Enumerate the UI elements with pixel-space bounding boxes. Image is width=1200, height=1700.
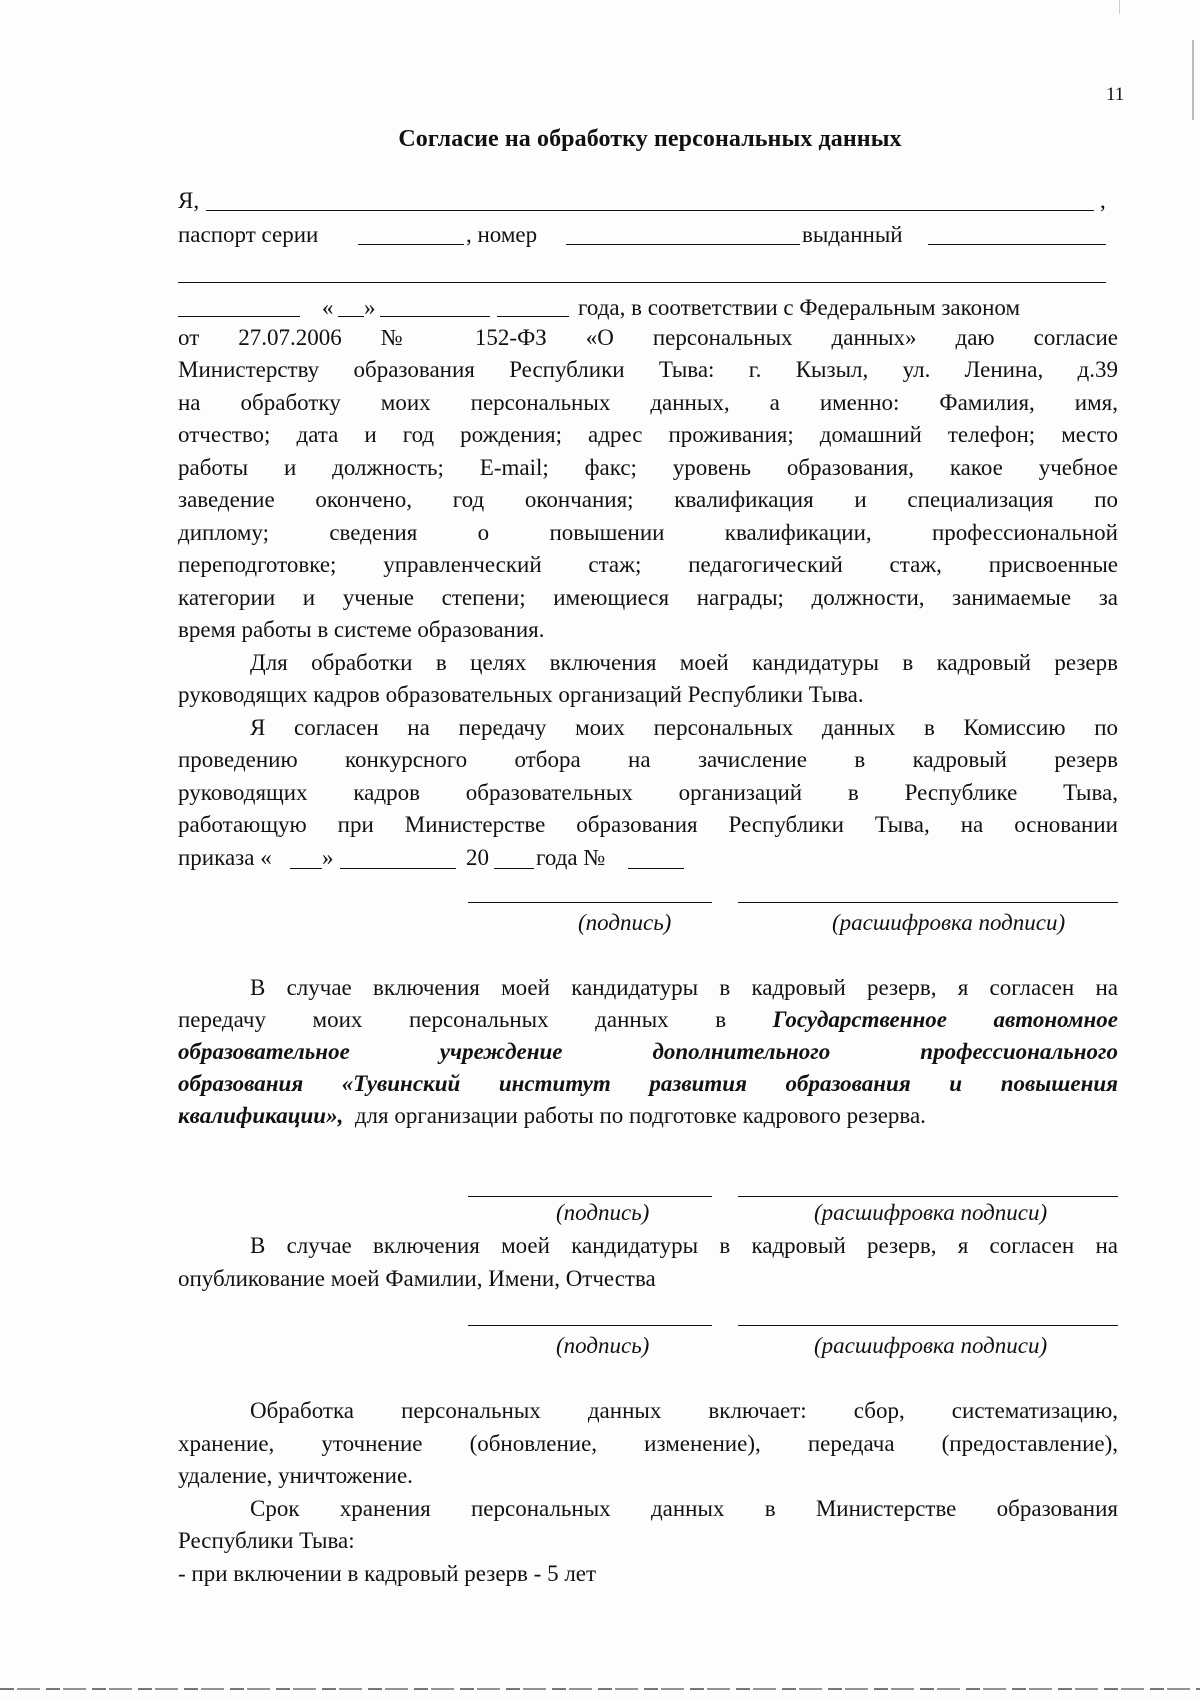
issue-day-field[interactable] [338, 316, 364, 317]
issued-label: выданный [802, 222, 903, 247]
passport-number-field[interactable] [566, 244, 800, 245]
order-year-suffix: года № [536, 845, 606, 870]
order-year-prefix: 20 [466, 845, 489, 870]
text-line: Министерству образования Республики Тыва: г. Кызыл, ул. Ленина, д.39 [178, 357, 1118, 382]
passport-number-label: , номер [466, 222, 538, 247]
text-line: проведению конкурсного отбора на зачисление в кадровый резерв [178, 747, 1118, 772]
text-line: время работы в системе образования. [178, 617, 545, 642]
signature-caption: (подпись) [556, 1200, 650, 1225]
signature-caption: (подпись) [556, 1333, 650, 1358]
text-line: В случае включения моей кандидатуры в кадровый резерв, я согласен на [250, 975, 1118, 1000]
text-line: Обработка персональных данных включает: сбор, систематизацию, [250, 1398, 1118, 1423]
text-line: диплому; сведения о повышении квалификации, профессиональной [178, 520, 1118, 545]
signature-field[interactable] [468, 1196, 712, 1197]
document-title: Согласие на обработку персональных данных [398, 126, 902, 152]
scan-edge-mark [1119, 0, 1120, 14]
order-number-field[interactable] [628, 868, 684, 869]
text-line: руководящих кадров образовательных организаций в Республике Тыва, [178, 780, 1118, 805]
issue-year-field[interactable] [497, 316, 569, 317]
signature-caption: (подпись) [578, 910, 672, 935]
order-quote-close: » [322, 845, 334, 870]
date-line-text: года, в соответствии с Федеральным законом [578, 295, 1021, 320]
passport-series-field[interactable] [358, 244, 464, 245]
organization-name: квалификации», [178, 1103, 344, 1128]
text-line: заведение окончено, год окончания; квалификация и специализация по [178, 487, 1118, 512]
text-line: В случае включения моей кандидатуры в кадровый резерв, я согласен на [250, 1233, 1118, 1258]
scan-edge-mark [1192, 40, 1194, 120]
quote-close: » [364, 295, 376, 320]
text-line: Республики Тыва: [178, 1528, 355, 1553]
text-line: хранение, уточнение (обновление, изменение), передача (предоставление), [178, 1431, 1118, 1456]
text-line: - при включении в кадровый резерв - 5 лет [178, 1561, 597, 1586]
page-number: 11 [1106, 84, 1125, 105]
signature-decoding-caption: (расшифровка подписи) [814, 1333, 1048, 1358]
text-line: удаление, уничтожение. [178, 1463, 413, 1488]
scan-bottom-edge [0, 1688, 1200, 1690]
text-line: переподготовке; управленческий стаж; педагогический стаж, присвоенные [178, 552, 1118, 577]
issue-month-field[interactable] [380, 316, 490, 317]
text-line: руководящих кадров образовательных организаций Республики Тыва. [178, 682, 864, 707]
order-prefix: приказа « [178, 845, 272, 870]
full-name-field[interactable] [206, 210, 1094, 211]
organization-name: образования «Тувинский институт развития образования и повышения [178, 1071, 1118, 1096]
issued-by-field[interactable] [928, 244, 1106, 245]
order-month-field[interactable] [340, 868, 456, 869]
organization-name: Государственное автономное [772, 1007, 1119, 1032]
signature-decoding-field[interactable] [738, 1196, 1118, 1197]
issued-by-field-end[interactable] [178, 316, 300, 317]
signature-field[interactable] [468, 1325, 712, 1326]
signature-field[interactable] [468, 902, 712, 903]
passport-series-label: паспорт серии [178, 222, 319, 247]
text-line: работы и должность; E-mail; факс; уровень образования, какое учебное [178, 455, 1118, 480]
text-line: от 27.07.2006 № 152-ФЗ «О персональных данных» даю согласие [178, 325, 1118, 350]
signature-decoding-caption: (расшифровка подписи) [832, 910, 1066, 935]
text-line: работающую при Министерстве образования Республики Тыва, на основании [178, 812, 1118, 837]
text-line: категории и ученые степени; имеющиеся награды; должности, занимаемые за [178, 585, 1118, 610]
signature-decoding-field[interactable] [738, 902, 1118, 903]
signature-decoding-caption: (расшифровка подписи) [814, 1200, 1048, 1225]
organization-name: образовательное учреждение дополнительного профессионального [178, 1039, 1118, 1064]
order-year-field[interactable] [494, 868, 534, 869]
i-label: Я, [178, 188, 200, 213]
text-line: Для обработки в целях включения моей кандидатуры в кадровый резерв [250, 650, 1118, 675]
text-line: Срок хранения персональных данных в Министерстве образования [250, 1496, 1118, 1521]
quote-open: « [322, 295, 334, 320]
order-day-field[interactable] [290, 868, 322, 869]
text-span: для организации работы по подготовке кадрового резерва. [354, 1103, 926, 1128]
text-span: передачу моих персональных данных в [178, 1007, 727, 1032]
comma: , [1100, 188, 1106, 213]
text-line [178, 1007, 1118, 1033]
text-line [178, 1103, 926, 1129]
signature-decoding-field[interactable] [738, 1325, 1118, 1326]
text-line: Я согласен на передачу моих персональных данных в Комиссию по [250, 715, 1118, 740]
issued-by-field-continued[interactable] [178, 282, 1106, 283]
text-line: на обработку моих персональных данных, а именно: Фамилия, имя, [178, 390, 1118, 415]
text-line: опубликование моей Фамилии, Имени, Отчества [178, 1266, 656, 1291]
text-line: отчество; дата и год рождения; адрес проживания; домашний телефон; место [178, 422, 1118, 447]
